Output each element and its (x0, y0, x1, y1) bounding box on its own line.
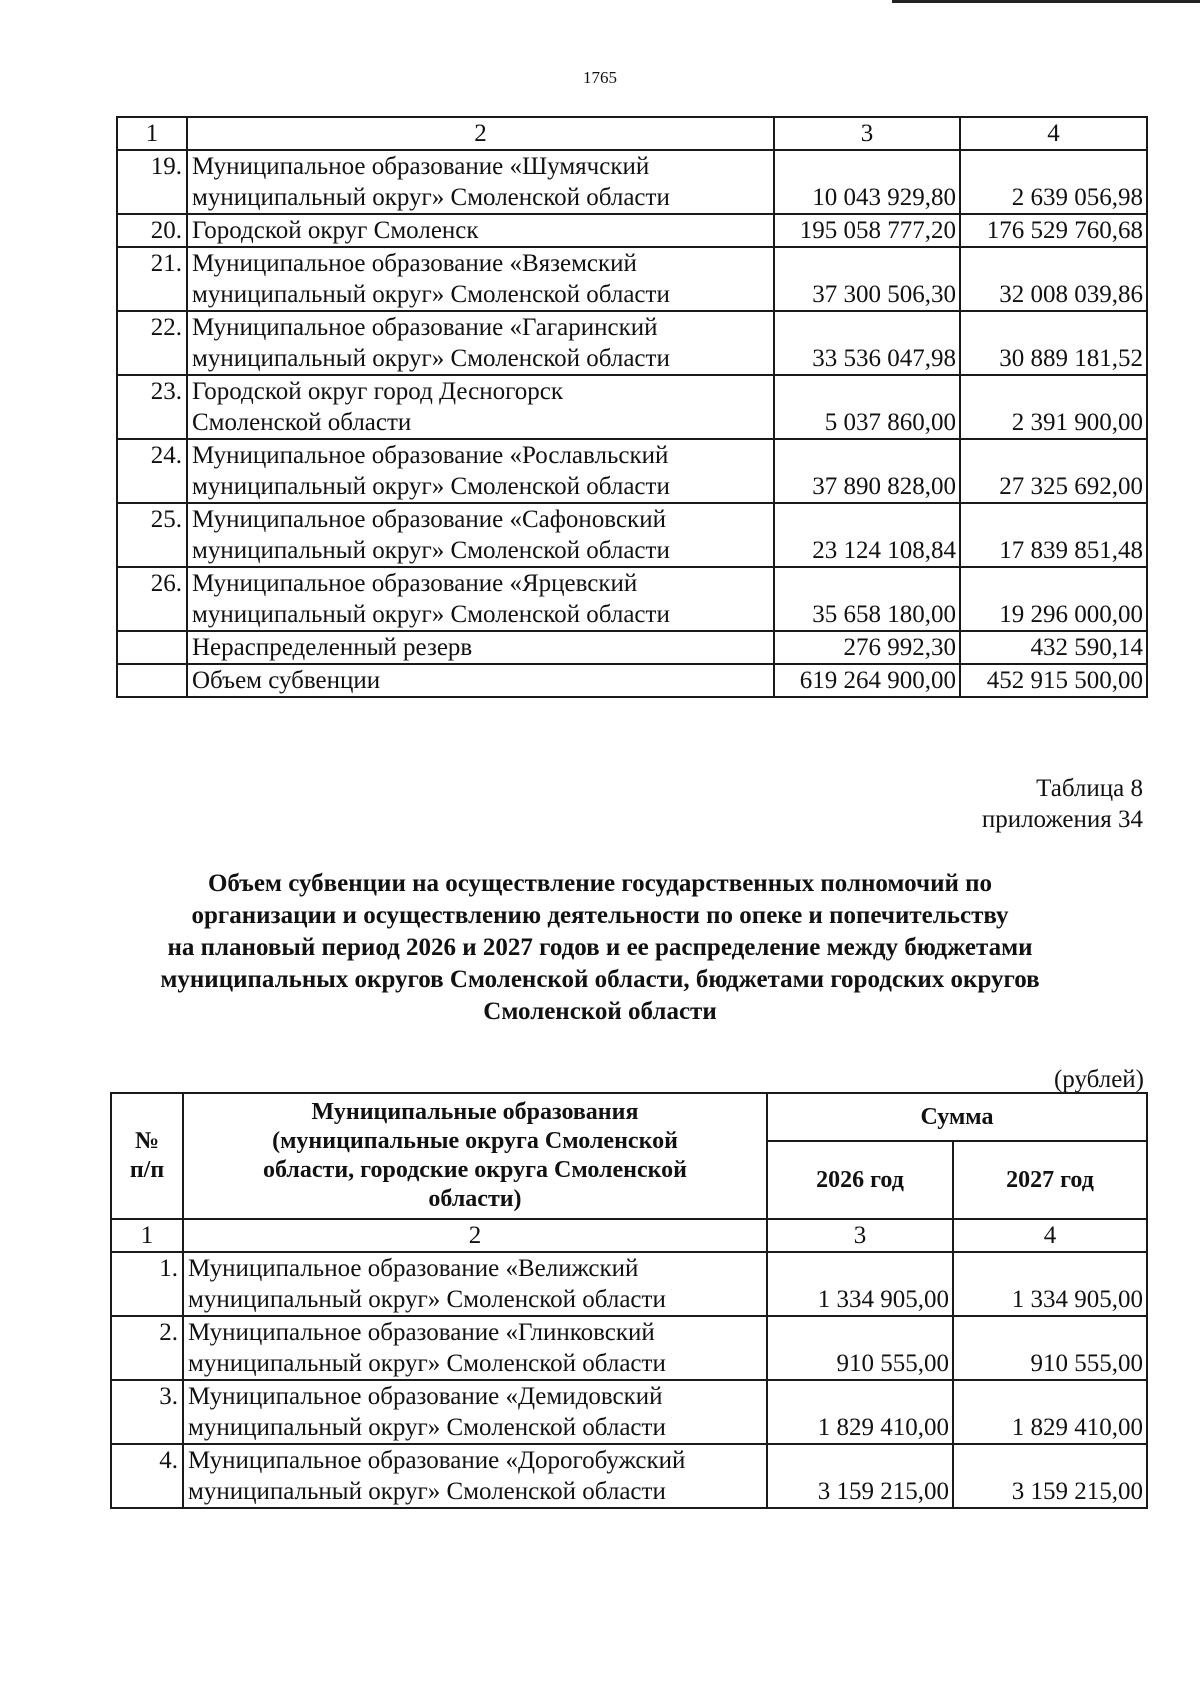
column-number-row (111, 1219, 1147, 1252)
municipality-name: муниципальный округ» Смоленской области (188, 1414, 666, 1441)
municipality-name-cell (187, 375, 774, 439)
row-number: 25. (117, 503, 187, 567)
municipality-name: муниципальный округ» Смоленской области (192, 537, 670, 564)
municipality-name: муниципальный округ» Смоленской области (192, 184, 670, 211)
table-row (117, 567, 1147, 631)
municipality-name: муниципальный округ» Смоленской области (188, 1478, 666, 1505)
municipality-name: муниципальный округ» Смоленской области (192, 345, 670, 372)
municipality-name-cell (187, 150, 774, 214)
header-number-label: п/п (129, 1157, 165, 1183)
municipality-name: муниципальный округ» Смоленской области (188, 1350, 666, 1377)
municipality-name: Муниципальное образование «Рославльский (192, 442, 669, 469)
municipality-name-cell (187, 214, 774, 247)
header-name-label: Муниципальные образования (311, 1099, 639, 1125)
table-caption-appendix: приложения 34 (981, 806, 1143, 833)
municipality-name-cell (187, 311, 774, 375)
table-row (117, 375, 1147, 439)
municipality-name: Муниципальное образование «Сафоновский (192, 506, 666, 533)
municipality-name: Муниципальное образование «Глинковский (188, 1319, 655, 1346)
amount-2026: 5 037 860,00 (774, 375, 960, 439)
amount-2027: 432 590,14 (960, 631, 1147, 664)
table-row (111, 1380, 1147, 1444)
amount-2026: 37 300 506,30 (774, 247, 960, 311)
header-name-cell (183, 1093, 767, 1219)
table-title (100, 868, 1100, 1028)
municipality-name: Муниципальное образование «Дорогобужский (188, 1447, 686, 1474)
amount-2027: 1 829 410,00 (953, 1380, 1147, 1444)
municipality-name-cell (183, 1252, 767, 1316)
table-row (117, 439, 1147, 503)
municipality-name: муниципальный округ» Смоленской области (192, 281, 670, 308)
row-number: 23. (117, 375, 187, 439)
top-edge-rule (892, 0, 1200, 3)
municipality-name-cell (183, 1316, 767, 1380)
column-number-row (117, 117, 1147, 150)
amount-2027: 910 555,00 (953, 1316, 1147, 1380)
header-sum-cell: Сумма (767, 1093, 1147, 1141)
units-label: (рублей) (1053, 1066, 1144, 1093)
amount-2027: 30 889 181,52 (960, 311, 1147, 375)
amount-2026: 37 890 828,00 (774, 439, 960, 503)
municipality-name: Муниципальное образование «Велижский (188, 1255, 639, 1282)
row-number (117, 664, 187, 697)
column-number: 4 (953, 1219, 1147, 1252)
municipality-name-cell (183, 1444, 767, 1508)
title-line: организации и осуществлению деятельности по опеке и попечительству (191, 902, 1009, 929)
amount-2027: 32 008 039,86 (960, 247, 1147, 311)
row-number: 24. (117, 439, 187, 503)
municipality-name: Муниципальное образование «Демидовский (188, 1383, 663, 1410)
municipality-name: Муниципальное образование «Гагаринский (192, 314, 658, 341)
table-row (111, 1444, 1147, 1508)
municipality-name-cell (187, 247, 774, 311)
amount-2026: 35 658 180,00 (774, 567, 960, 631)
column-number: 1 (111, 1219, 183, 1252)
row-number: 19. (117, 150, 187, 214)
municipality-name: Городской округ город Десногорск (192, 378, 563, 405)
municipality-name-cell (187, 631, 774, 664)
column-number: 2 (187, 117, 774, 150)
table-row (117, 631, 1147, 664)
table-row (117, 311, 1147, 375)
row-number: 2. (111, 1316, 183, 1380)
column-number: 3 (774, 117, 960, 150)
municipality-name: муниципальный округ» Смоленской области (188, 1286, 666, 1313)
amount-2026: 1 334 905,00 (767, 1252, 953, 1316)
municipality-name: муниципальный округ» Смоленской области (192, 473, 670, 500)
municipality-name: Нераспределенный резерв (192, 634, 473, 661)
header-number-cell (111, 1093, 183, 1219)
amount-2026: 33 536 047,98 (774, 311, 960, 375)
amount-2026: 910 555,00 (767, 1316, 953, 1380)
municipality-name: Городской округ Смоленск (192, 217, 479, 244)
amount-2026: 3 159 215,00 (767, 1444, 953, 1508)
table-row (117, 247, 1147, 311)
amount-2027: 452 915 500,00 (960, 664, 1147, 697)
municipality-name: Муниципальное образование «Ярцевский (192, 570, 638, 597)
column-number: 3 (767, 1219, 953, 1252)
amount-2026: 619 264 900,00 (774, 664, 960, 697)
table-caption (982, 773, 1143, 835)
header-name-label: области, городские округа Смоленской (263, 1157, 687, 1183)
row-number: 20. (117, 214, 187, 247)
municipality-name: Муниципальное образование «Вяземский (192, 250, 637, 277)
row-number: 3. (111, 1380, 183, 1444)
amount-2027: 1 334 905,00 (953, 1252, 1147, 1316)
row-number: 22. (117, 311, 187, 375)
amount-2027: 3 159 215,00 (953, 1444, 1147, 1508)
table-row (117, 150, 1147, 214)
amount-2026: 276 992,30 (774, 631, 960, 664)
row-number: 1. (111, 1252, 183, 1316)
municipality-name-cell (183, 1380, 767, 1444)
header-number-label: № (134, 1128, 160, 1154)
title-line: на плановый период 2026 и 2027 годов и ее распределение между бюджетами (167, 934, 1033, 961)
title-line: муниципальных округов Смоленской области, бюджетами городских округов (160, 966, 1040, 993)
municipality-name-cell (187, 664, 774, 697)
column-number: 4 (960, 117, 1147, 150)
municipality-name-cell (187, 439, 774, 503)
amount-2027: 17 839 851,48 (960, 503, 1147, 567)
header-name-label: области) (428, 1186, 522, 1212)
municipality-name-cell (187, 503, 774, 567)
amount-2027: 19 296 000,00 (960, 567, 1147, 631)
title-line: Объем субвенции на осуществление государственных полномочий по (207, 870, 993, 897)
header-year-2027: 2027 год (953, 1141, 1147, 1219)
amount-2027: 2 391 900,00 (960, 375, 1147, 439)
row-number: 21. (117, 247, 187, 311)
column-number: 1 (117, 117, 187, 150)
amount-2026: 23 124 108,84 (774, 503, 960, 567)
table-caption-number: Таблица 8 (1036, 775, 1143, 802)
table-row (111, 1316, 1147, 1380)
municipality-name: Смоленской области (192, 409, 412, 436)
amount-2027: 176 529 760,68 (960, 214, 1147, 247)
page-number: 1765 (583, 68, 617, 87)
municipality-name: муниципальный округ» Смоленской области (192, 601, 670, 628)
municipality-name-cell (187, 567, 774, 631)
amount-2026: 195 058 777,20 (774, 214, 960, 247)
table-row (117, 503, 1147, 567)
row-number: 4. (111, 1444, 183, 1508)
municipality-name: Муниципальное образование «Шумячский (192, 153, 650, 180)
distribution-table-continued (116, 116, 1148, 698)
amount-2027: 27 325 692,00 (960, 439, 1147, 503)
table-row (117, 664, 1147, 697)
title-line: Смоленской области (483, 998, 717, 1025)
row-number: 26. (117, 567, 187, 631)
column-number: 2 (183, 1219, 767, 1252)
amount-2026: 10 043 929,80 (774, 150, 960, 214)
header-year-2026: 2026 год (767, 1141, 953, 1219)
municipality-name: Объем субвенции (192, 667, 381, 694)
table-row (111, 1252, 1147, 1316)
distribution-table (110, 1092, 1148, 1509)
header-row (111, 1093, 1147, 1141)
amount-2026: 1 829 410,00 (767, 1380, 953, 1444)
table-row (117, 214, 1147, 247)
amount-2027: 2 639 056,98 (960, 150, 1147, 214)
header-name-label: (муниципальные округа Смоленской (272, 1128, 678, 1154)
row-number (117, 631, 187, 664)
